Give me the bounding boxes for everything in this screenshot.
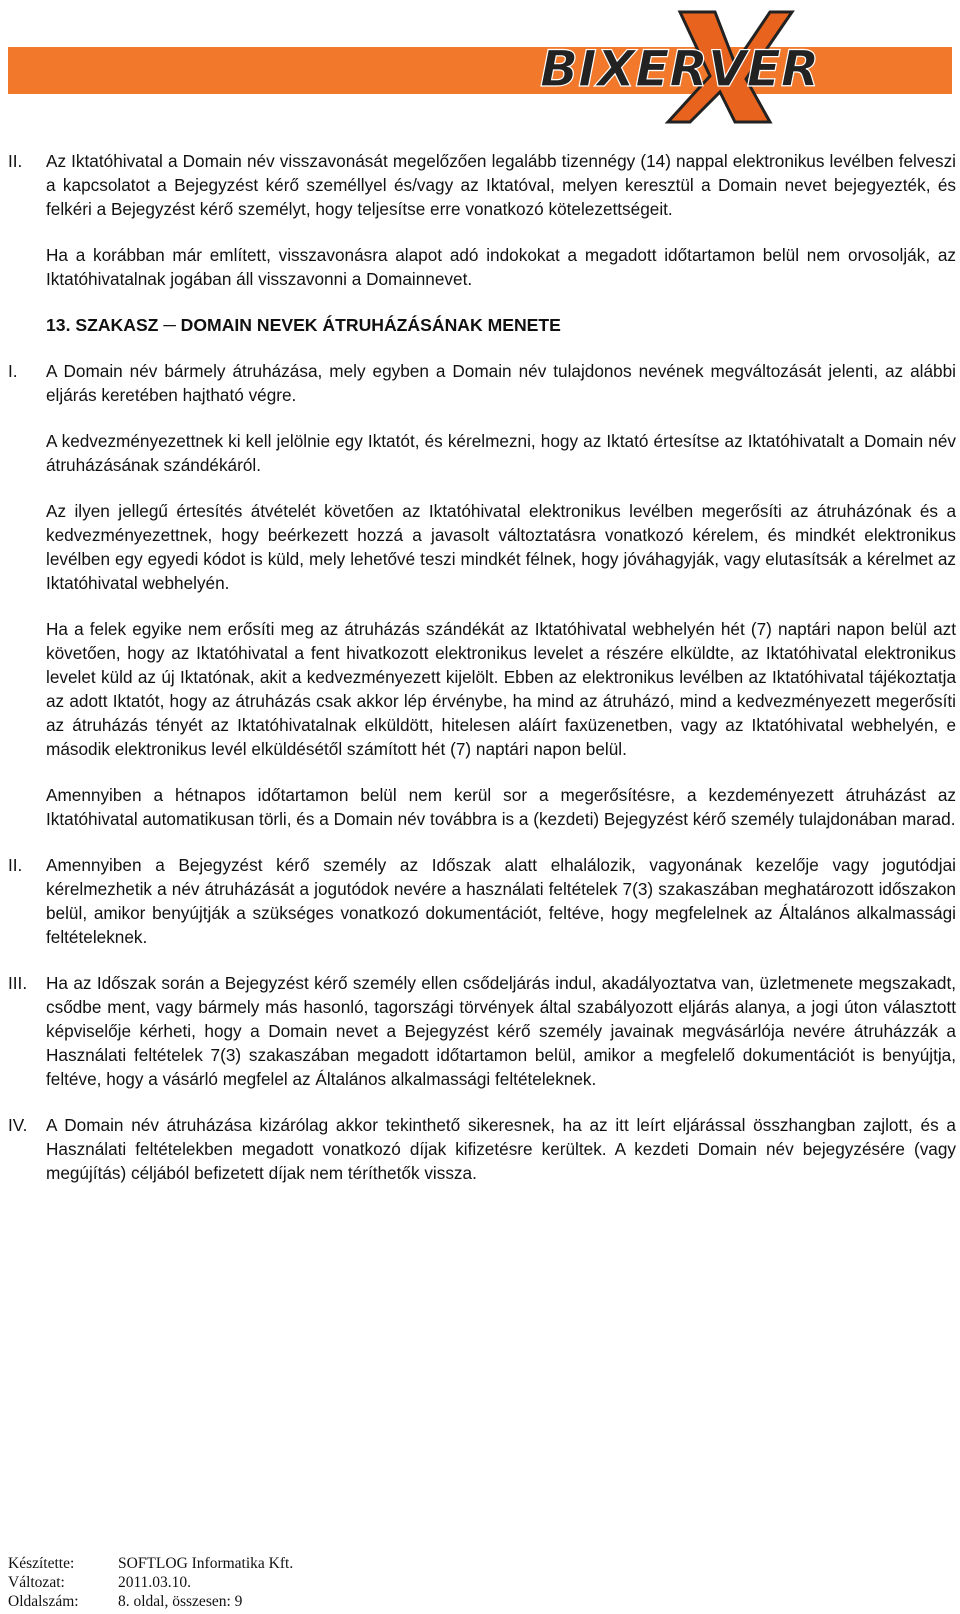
list-item-IV [8, 1113, 956, 1185]
footer-page-label: Oldalszám: [8, 1593, 79, 1610]
list-item-I [8, 359, 956, 831]
footer-author-value: SOFTLOG Informatika Kft. [118, 1555, 294, 1572]
paragraph: Ha a felek egyike nem erősíti meg az átruházás szándékát az Iktatóhivatal webhelyén hét (7) naptári napon belül azt követően, hogy az Iktatóhivatal a fent hivatkozott elektronikus levelet a részére elküldte, az Iktatóhivatal elektronikus levelet küld az új Iktatónak, akit a kedvezményezett kijelölt. Ebben az elektronikus levélben az Iktatóhivatal tájékoztatja az adott Iktatót, hogy az átruházás csak akkor lép érvénybe, ha mind az átruházó, mind a kedvezményezett megerősíti az átruházás tényét az Iktatóhivatalnak elküldött, hitelesen aláírt faxüzenetben, vagy az Iktatóhivatal webhelyén, e második elektronikus levél elküldésétől számított hét (7) naptári napon belül. [46, 619, 956, 759]
paragraph: A Domain név bármely átruházása, mely egyben a Domain név tulajdonos nevének megváltozását jelenti, az alábbi eljárás keretében hajtható végre. [46, 361, 956, 405]
paragraph: A kedvezményezettnek ki kell jelölnie egy Iktatót, és kérelmezni, hogy az Iktató értesítse az Iktatóhivatalt a Domain név átruházásának szándékáról. [46, 431, 956, 475]
paragraph: Amennyiben a hétnapos időtartamon belül nem kerül sor a megerősítésre, a kezdeményezett átruházást az Iktatóhivatal automatikusan törli, és a Domain név továbbra is a (kezdeti) Bejegyzést kérő személy tulajdonában marad. [46, 785, 956, 829]
paragraph: Amennyiben a Bejegyzést kérő személy az Időszak alatt elhalálozik, vagyonának kezelője vagy jogutódjai kérelmezhetik a név átruházását a jogutódok nevére a használati feltételek 7(3) szakaszában meghatározott időszakon belül, amikor benyújtják a szükséges vonatkozó dokumentációt, feltéve, hogy megfelelnek az Általános alkalmassági feltételeknek. [46, 855, 956, 947]
footer-page-row [8, 1592, 293, 1611]
brand-logo-graphic [530, 4, 954, 126]
item-number: III. [8, 973, 28, 993]
list-item-II [8, 853, 956, 949]
footer-version-row [8, 1573, 293, 1592]
brand-logo-text: BIXERVER [540, 40, 820, 98]
item-number: II. [8, 855, 23, 875]
brand-logo [530, 4, 954, 126]
list-item-III [8, 971, 956, 1091]
footer-version-value: 2011.03.10. [118, 1574, 192, 1591]
paragraph: Ha az Időszak során a Bejegyzést kérő személy ellen csődeljárás indul, akadályoztatva van, üzletmenete megszakadt, csődbe ment, vagy bármely más hasonló, tagországi törvények által szabályozott eljárás alanya, a jogi úton választott képviselője kérheti, hogy a Domain nevet a Bejegyzést kérő személy javainak megvásárlója nevére átruházzák a Használati feltételek 7(3) szakaszában megadott időtartamon belül, amikor a megfelelő dokumentációt is benyújtja, feltéve, hogy a vásárló megfelel az Általános alkalmassági feltételeknek. [46, 973, 956, 1089]
footer-page-value: 8. oldal, összesen: 9 [118, 1593, 243, 1610]
page-footer [8, 1554, 293, 1611]
paragraph: Az Iktatóhivatal a Domain név visszavonását megelőzően legalább tizennégy (14) nappal elektronikus levélben felveszi a kapcsolatot a Bejegyzést kérő személlyel és/vagy az Iktatóval, melyen keresztül a Domain nevet bejegyezték, és felkéri a Bejegyzést kérő személyt, hogy teljesítse erre vonatkozó kötelezettségeit. [46, 151, 956, 219]
section-title: 13. SZAKASZ ─ DOMAIN NEVEK ÁTRUHÁZÁSÁNAK MENETE [46, 315, 561, 335]
list-item-prev-II [8, 149, 956, 221]
paragraph: A Domain név átruházása kizárólag akkor tekinthető sikeresnek, ha az itt leírt eljárással összhangban zajlott, és a Használati feltételekben megadott vonatkozó díjak kifizetésre kerültek. A kezdeti Domain név bejegyzésére (vagy megújítás) céljából befizetett díjak nem téríthetők vissza. [46, 1115, 956, 1183]
document-body [8, 149, 956, 1207]
paragraph: Ha a korábban már említett, visszavonásra alapot adó indokokat a megadott időtartamon belül nem orvosolják, az Iktatóhivatalnak jogában áll visszavonni a Domainnevet. [46, 245, 956, 289]
item-number: II. [8, 151, 23, 171]
paragraph: Az ilyen jellegű értesítés átvételét követően az Iktatóhivatal elektronikus levélben megerősíti az átruházónak és a kedvezményezettnek, hogy beérkezett hozzá a javasolt változtatásra vonatkozó kérelem, és mindkét elektronikus levélben egy egyedi kódot is küld, mely lehetővé teszi mindkét félnek, hogy jóváhagyják, vagy elutasítsák a kérelmet az Iktatóhivatal webhelyén. [46, 501, 956, 593]
footer-author-row [8, 1554, 293, 1573]
footer-author-label: Készítette: [8, 1555, 75, 1572]
item-number: IV. [8, 1115, 28, 1135]
item-number: I. [8, 361, 18, 381]
footer-version-label: Változat: [8, 1574, 65, 1591]
